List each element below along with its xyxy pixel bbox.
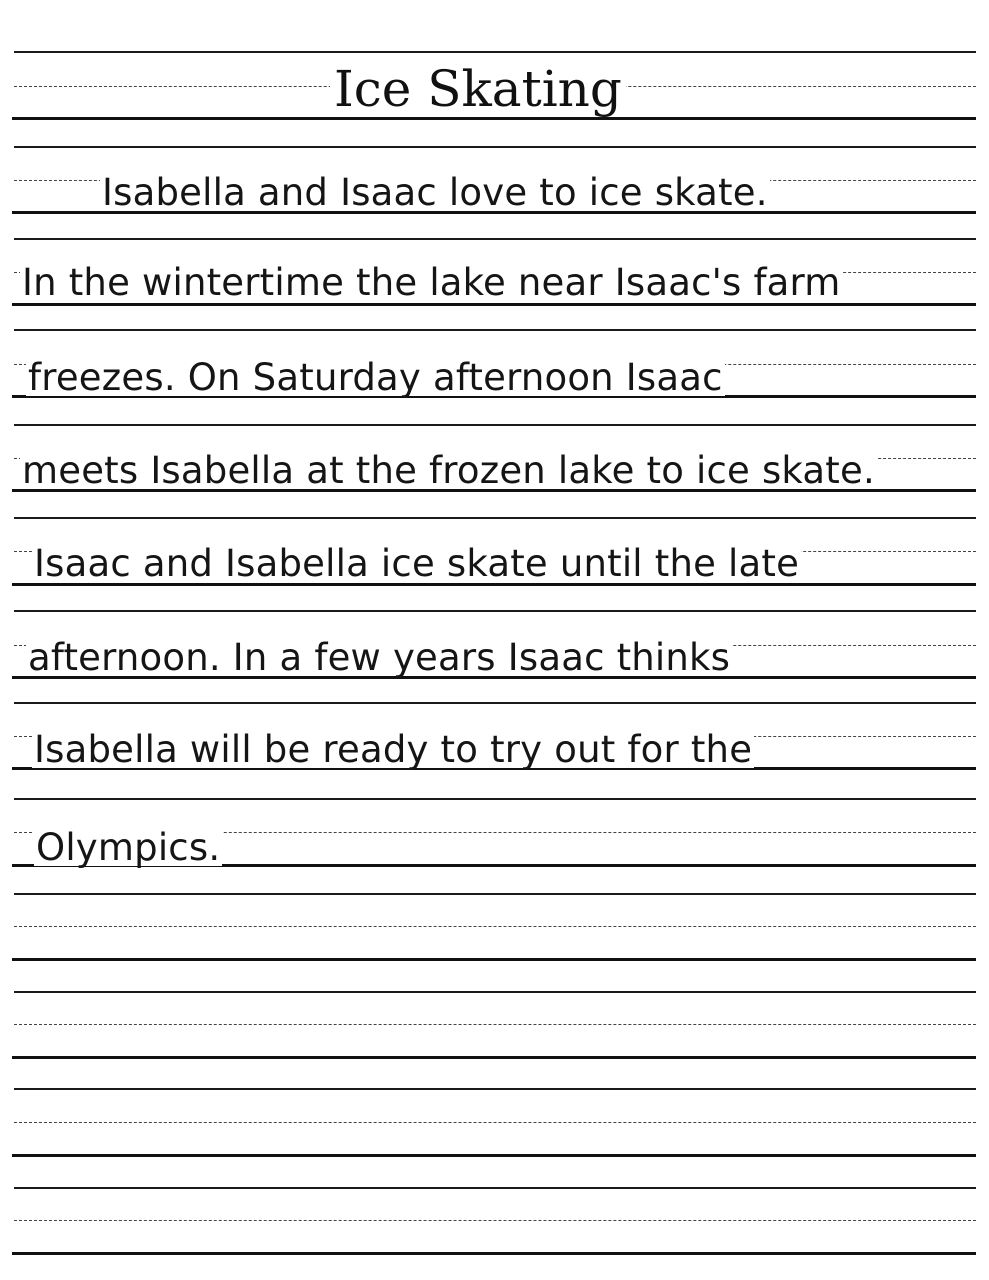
top-line [14, 51, 976, 53]
top-line [14, 517, 976, 519]
baseline [12, 958, 976, 961]
top-line [14, 329, 976, 331]
top-line [14, 610, 976, 612]
text-line-1: Isabella and Isaac love to ice skate. [102, 171, 768, 214]
text-line-7: Isabella will be ready to try out for the [34, 728, 753, 771]
top-line [14, 146, 976, 148]
text-line-4: meets Isabella at the frozen lake to ice skate. [22, 449, 875, 492]
top-line [14, 1088, 976, 1090]
text-line-2: In the wintertime the lake near Isaac's farm [22, 261, 841, 304]
text-line-3: freezes. On Saturday afternoon Isaac [28, 356, 723, 399]
worksheet-title: Ice Skating [330, 64, 626, 114]
top-line [14, 238, 976, 240]
top-line [14, 893, 976, 895]
top-line [14, 798, 976, 800]
baseline [12, 1252, 976, 1255]
baseline [12, 1056, 976, 1059]
midline [14, 926, 976, 927]
top-line [14, 424, 976, 426]
top-line [14, 702, 976, 704]
midline [14, 1220, 976, 1221]
text-line-8: Olympics. [36, 826, 221, 869]
top-line [14, 991, 976, 993]
midline [14, 1122, 976, 1123]
text-line-5: Isaac and Isabella ice skate until the late [34, 542, 800, 585]
midline [14, 1024, 976, 1025]
text-line-6: afternoon. In a few years Isaac thinks [28, 636, 731, 679]
top-line [14, 1187, 976, 1189]
baseline [12, 1154, 976, 1157]
